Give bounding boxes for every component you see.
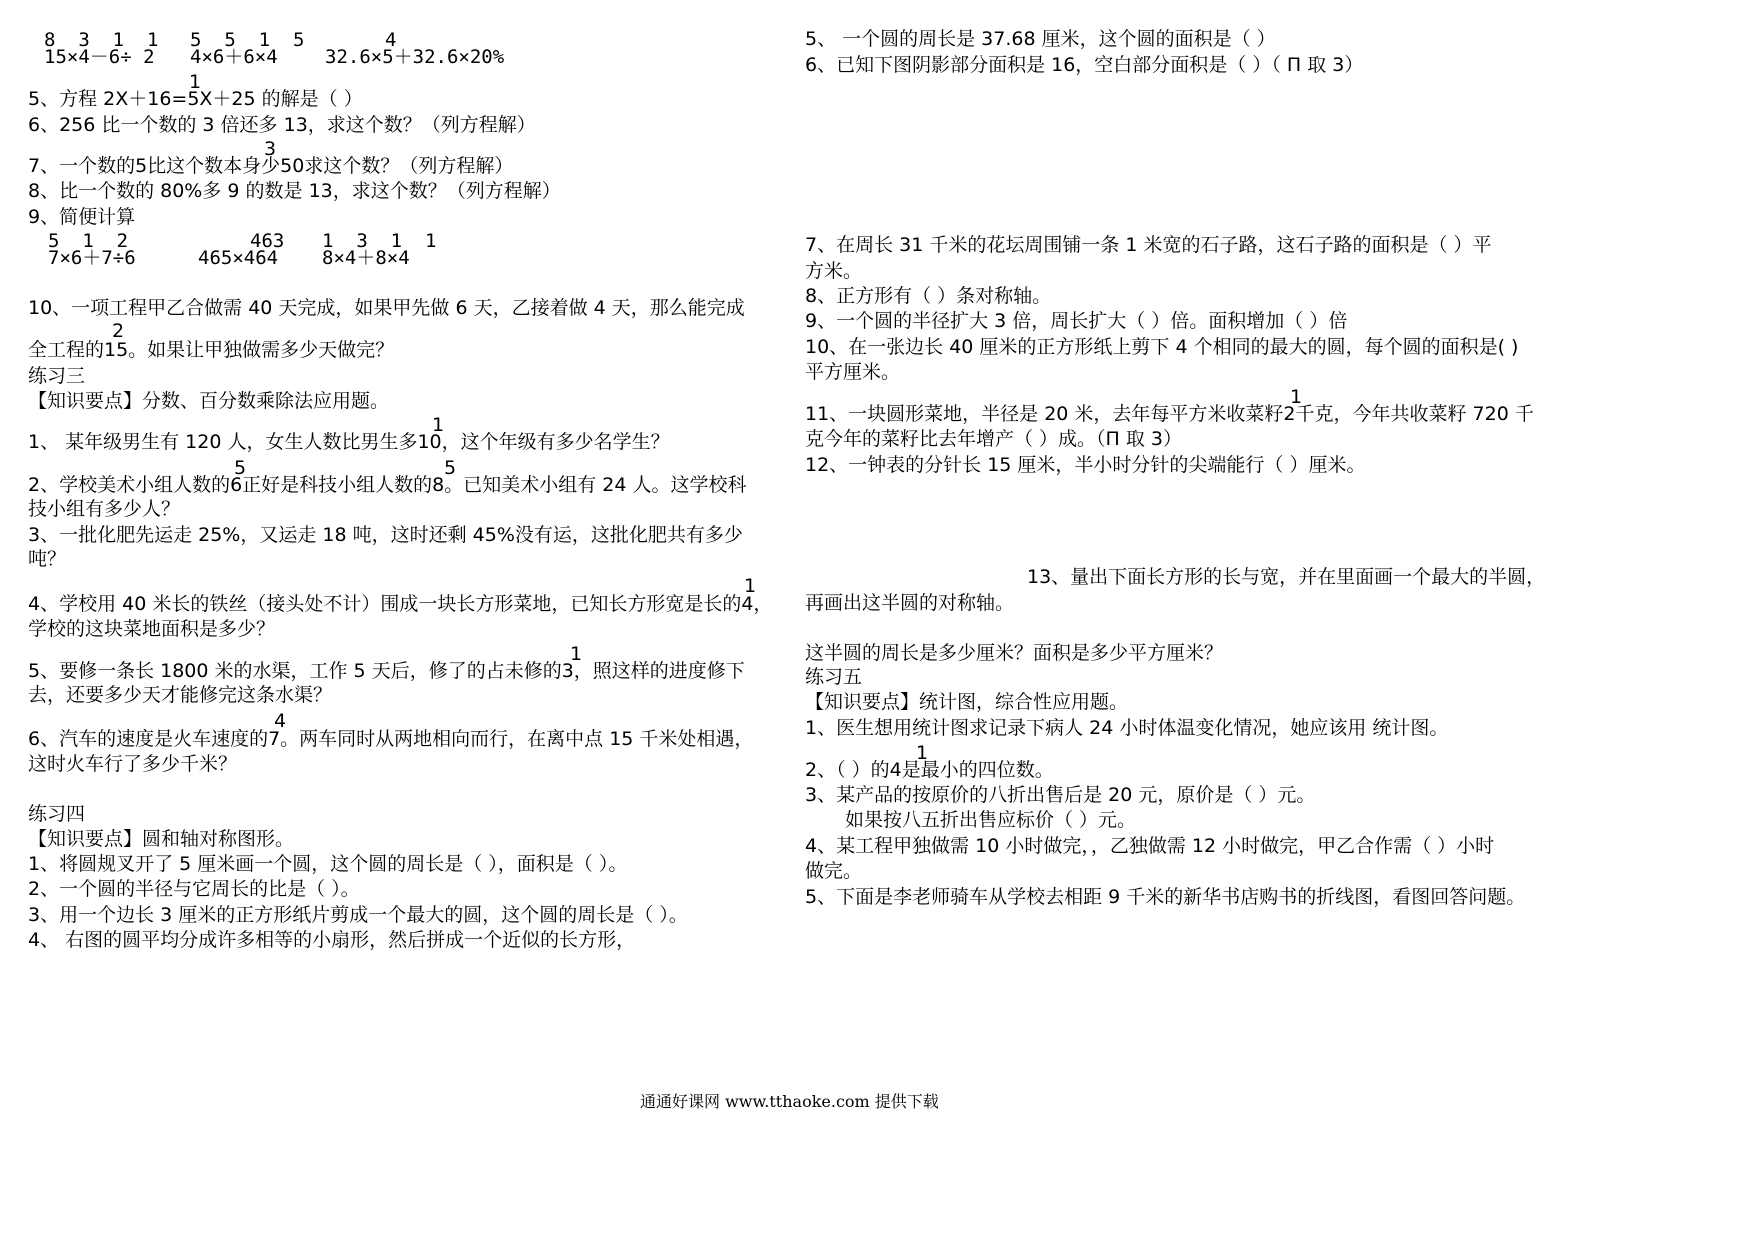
exercise-4-question-3: 3、用一个边长 3 厘米的正方形纸片剪成一个最大的圆，这个圆的周长是（ ）。 bbox=[28, 904, 688, 926]
exercise-4-title: 练习四 bbox=[28, 803, 86, 825]
footer-credit: 通通好课网 www.tthaoke.com 提供下载 bbox=[640, 1092, 939, 1111]
calc-c-expression: 32.6×5＋32.6×20% bbox=[325, 46, 505, 68]
question-5-right: 5、 一个圆的周长是 37.68 厘米，这个圆的面积是（ ） bbox=[805, 28, 1276, 50]
question-11-right-line-2: 克今年的菜籽比去年增产（ ）成。（П 取 3） bbox=[805, 428, 1182, 450]
e3q2-fraction-numerator-1: 5 bbox=[234, 457, 247, 479]
e3q2-fraction-numerator-2: 5 bbox=[444, 457, 457, 479]
question-6: 6、256 比一个数的 3 倍还多 13，求这个数？（列方程解） bbox=[28, 114, 536, 136]
q10-fraction-numerator: 2 bbox=[112, 320, 125, 342]
q9-calc-c-denominators: 8×4＋8×4 bbox=[322, 247, 410, 269]
exercise-3-question-4-line-1: 4、学校用 40 米长的铁丝（接头处不计）围成一块长方形菜地，已知长方形宽是长的4， bbox=[28, 593, 773, 615]
exercise-3-question-5-line-2: 去，还要多少天才能修完这条水渠？ bbox=[28, 684, 333, 706]
exercise-3-question-3-line-2: 吨？ bbox=[28, 548, 67, 570]
exercise-5-question-4-line-2: 做完。 bbox=[805, 860, 863, 882]
e3q6-fraction-numerator: 4 bbox=[274, 710, 287, 732]
exercise-5-question-4-line-1: 4、某工程甲独做需 10 小时做完，，乙独做需 12 小时做完，甲乙合作需（ ）小时 bbox=[805, 835, 1495, 857]
exercise-5-question-1: 1、医生想用统计图求记录下病人 24 小时体温变化情况，她应该用 统计图。 bbox=[805, 717, 1449, 739]
question-13-right-line-1: 13、量出下面长方形的长与宽，并在里面画一个最大的半圆， bbox=[1027, 566, 1546, 588]
exercise-4-question-2: 2、一个圆的半径与它周长的比是（ ）。 bbox=[28, 878, 360, 900]
exercise-3-question-3-line-1: 3、一批化肥先运走 25%，又运走 18 吨，这时还剩 45%没有运，这批化肥共有多少 bbox=[28, 524, 743, 546]
question-6-right: 6、已知下图阴影部分面积是 16，空白部分面积是（ ）（ П 取 3） bbox=[805, 54, 1364, 76]
question-11-right-line-1: 11、一块圆形菜地，半径是 20 米，去年每平方米收菜籽2千克，今年共收菜籽 720 千 bbox=[805, 403, 1534, 425]
question-12-right: 12、一钟表的分针长 15 厘米，半小时分针的尖端能行（ ）厘米。 bbox=[805, 454, 1366, 476]
question-10-line-2: 全工程的15。如果让甲独做需多少天做完？ bbox=[28, 339, 395, 361]
exercise-4-key-points: 【知识要点】圆和轴对称图形。 bbox=[28, 828, 295, 850]
exercise-5-title: 练习五 bbox=[805, 666, 863, 688]
calc-a-denominators: 15×4－6÷ 2 bbox=[44, 46, 155, 68]
exercise-3-question-1: 1、 某年级男生有 120 人，女生人数比男生多10，这个年级有多少名学生？ bbox=[28, 431, 670, 453]
exercise-3-question-2-line-2: 技小组有多少人？ bbox=[28, 498, 181, 520]
calc-a-numerators: 8 3 1 1 bbox=[44, 29, 159, 51]
exercise-3-question-6-line-2: 这时火车行了多少千米？ bbox=[28, 753, 238, 775]
exercise-3-question-4-line-2: 学校的这块菜地面积是多少？ bbox=[28, 618, 276, 640]
question-7-right-line-2: 方米。 bbox=[805, 260, 863, 282]
question-5: 5、方程 2X＋16=5X＋25 的解是（ ） bbox=[28, 88, 363, 110]
exercise-5-question-5: 5、下面是李老师骑车从学校去相距 9 千米的新华书店购书的折线图，看图回答问题。 bbox=[805, 886, 1526, 908]
question-10-line-1: 10、一项工程甲乙合做需 40 天完成，如果甲先做 6 天，乙接着做 4 天，那么能完成 bbox=[28, 297, 745, 319]
question-10-right-line-1: 10、在一张边长 40 厘米的正方形纸上剪下 4 个相同的最大的圆，每个圆的面积是( ) bbox=[805, 336, 1519, 358]
exercise-4-question-4: 4、 右图的圆平均分成许多相等的小扇形，然后拼成一个近似的长方形， bbox=[28, 929, 636, 951]
q9-calc-b-numerators: 463 bbox=[250, 230, 285, 252]
q5-fraction-numerator: 1 bbox=[189, 71, 202, 93]
exercise-3-question-2-line-1: 2、学校美术小组人数的6正好是科技小组人数的8。已知美术小组有 24 人。这学校科 bbox=[28, 474, 747, 496]
exercise-3-title: 练习三 bbox=[28, 365, 86, 387]
question-9: 9、简便计算 bbox=[28, 206, 136, 228]
calc-b-denominators: 4×6＋6×4 bbox=[190, 46, 278, 68]
exercise-5-key-points: 【知识要点】统计图，综合性应用题。 bbox=[805, 691, 1129, 713]
q9-calc-a-denominators: 7×6＋7÷6 bbox=[48, 247, 136, 269]
q11-fraction-numerator: 1 bbox=[1290, 386, 1303, 408]
q9-calc-a-numerators: 5 1 2 bbox=[48, 230, 129, 252]
q7-fraction-numerator: 3 bbox=[264, 138, 277, 160]
question-9-right: 9、一个圆的半径扩大 3 倍，周长扩大（ ）倍。面积增加（ ）倍 bbox=[805, 310, 1348, 332]
calc-c-numerator: 4 bbox=[385, 29, 397, 51]
question-13-right-line-2: 再画出这半圆的对称轴。 bbox=[805, 592, 1015, 614]
question-7-right-line-1: 7、在周长 31 千米的花坛周围铺一条 1 米宽的石子路，这石子路的面积是（ ）平 bbox=[805, 234, 1492, 256]
exercise-3-key-points: 【知识要点】分数、百分数乘除法应用题。 bbox=[28, 390, 390, 412]
question-13-right-line-3: 这半圆的周长是多少厘米？面积是多少平方厘米？ bbox=[805, 642, 1224, 664]
exercise-3-question-6-line-1: 6、汽车的速度是火车速度的7。两车同时从两地相向而行，在离中点 15 千米处相遇， bbox=[28, 728, 754, 750]
question-8-right: 8、正方形有（ ）条对称轴。 bbox=[805, 285, 1052, 307]
question-7: 7、一个数的5比这个数本身少50求这个数？（列方程解） bbox=[28, 155, 514, 177]
exercise-5-question-3-line-2: 如果按八五折出售应标价（ ）元。 bbox=[845, 809, 1137, 831]
exercise-3-question-5-line-1: 5、要修一条长 1800 米的水渠，工作 5 天后，修了的占未修的3，照这样的进度修下 bbox=[28, 660, 745, 682]
e3q4-fraction-numerator: 1 bbox=[744, 575, 757, 597]
q9-calc-b-denominators: 465×464 bbox=[198, 247, 279, 269]
exercise-5-question-3-line-1: 3、某产品的按原价的八折出售后是 20 元，原价是（ ）元。 bbox=[805, 784, 1316, 806]
q9-calc-c-numerators: 1 3 1 1 bbox=[322, 230, 437, 252]
exercise-5-question-2: 2、（ ）的4是最小的四位数。 bbox=[805, 759, 1054, 781]
e3q1-fraction-numerator: 1 bbox=[432, 414, 445, 436]
e3q5-fraction-numerator: 1 bbox=[570, 643, 583, 665]
question-10-right-line-2: 平方厘米。 bbox=[805, 361, 901, 383]
e5q2-fraction-numerator: 1 bbox=[916, 742, 929, 764]
exercise-4-question-1: 1、将圆规叉开了 5 厘米画一个圆，这个圆的周长是（ ），面积是（ ）。 bbox=[28, 853, 628, 875]
calc-b-numerators: 5 5 1 5 bbox=[190, 29, 305, 51]
question-8: 8、比一个数的 80%多 9 的数是 13，求这个数？（列方程解） bbox=[28, 180, 561, 202]
